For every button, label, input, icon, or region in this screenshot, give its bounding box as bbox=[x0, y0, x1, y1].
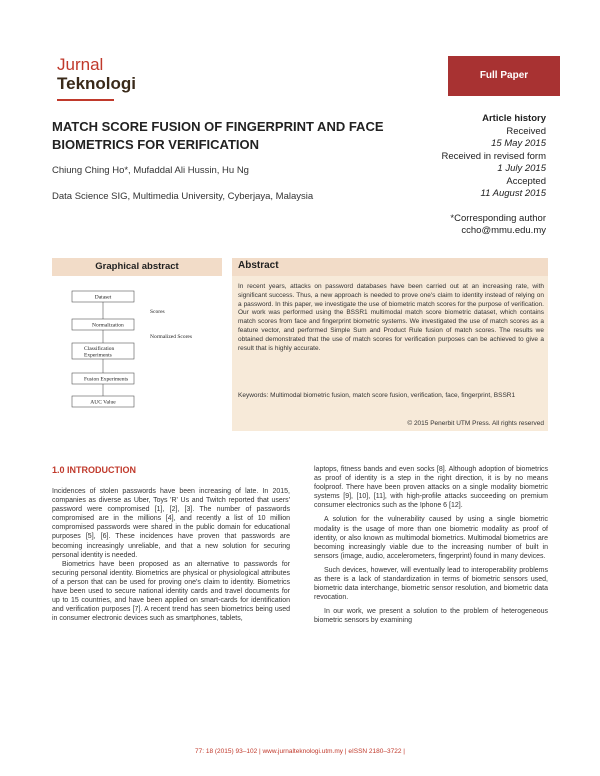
body-left-column bbox=[52, 487, 290, 623]
intro-paragraph-5: Such devices, however, will eventually lead to interoperability problems as there is a lack of standardization in terms of biometric sensors used, biometric data interchange, biometric sensor resolution, and biometric data revocation. bbox=[314, 566, 548, 602]
body-right-column bbox=[314, 465, 548, 631]
article-history bbox=[420, 113, 546, 201]
section-heading-introduction: 1.0 INTRODUCTION bbox=[52, 465, 137, 475]
flow-box-auc-label: AUC Value bbox=[90, 399, 116, 406]
flow-box-dataset-label: Dataset bbox=[94, 294, 112, 301]
corresponding-label: *Corresponding author bbox=[450, 213, 546, 224]
journal-name bbox=[57, 55, 136, 93]
flow-label-scores: Scores bbox=[150, 309, 165, 315]
history-heading: Article history bbox=[482, 113, 546, 124]
abstract-text: In recent years, attacks on password databases have been carried out at an increasing rate, with significant success. Thus, a new approach is needed to prove one's claim to identity instead of relying on a password. In this paper, we investigate the use of biometric match scores for the purpose of verification. Our work was performed using the BSSR1 multimodal match score biometric dataset, which contains match scores from face and fingerprint biometric systems. We investigated the use of match scores as a feature vector, and performed Simple Sum and Product Rule fusion of match scores. The results we obtained demonstrated that the use of match scores for verification purposes can be achieved to give a result that is highly accurate. bbox=[238, 283, 544, 352]
paper-type-badge: Full Paper bbox=[448, 56, 560, 96]
flow-label-normalized-scores: Normalized Scores bbox=[150, 334, 192, 340]
article-authors: Chiung Ching Ho*, Mufaddal Ali Hussin, Hu Ng bbox=[52, 165, 249, 176]
graphical-abstract-diagram bbox=[62, 287, 212, 417]
graphical-abstract-heading: Graphical abstract bbox=[52, 258, 222, 276]
flow-box-fusion-label: Fusion Experiments bbox=[84, 376, 129, 383]
corresponding-email[interactable]: ccho@mmu.edu.my bbox=[461, 225, 546, 236]
article-title: MATCH SCORE FUSION OF FINGERPRINT AND FACE BIOMETRICS FOR VERIFICATION bbox=[52, 119, 384, 152]
corresponding-author bbox=[410, 213, 546, 237]
journal-name-line1: Jurnal bbox=[57, 55, 104, 74]
intro-paragraph-4: A solution for the vulnerability caused by using a single biometric modality is the usage of more than one biometric modality as proof of identity, or also known as multimodal biometrics. Multimodal biometrics are becoming increasingly viable due to the increasing number of built in sensors (image, audio, accelerometers, fingerprint) found in many devices. bbox=[314, 516, 548, 560]
flow-box-classification-label: Classification bbox=[84, 346, 115, 352]
accepted-date: 11 August 2015 bbox=[480, 188, 546, 199]
accepted-label: Accepted bbox=[506, 175, 546, 187]
abstract-keywords: Keywords: Multimodal biometric fusion, match score fusion, verification, face, fingerprint, BSSR1 bbox=[238, 392, 516, 399]
flow-box-experiments-label: Experiments bbox=[84, 352, 112, 359]
revised-label: Received in revised form bbox=[441, 150, 546, 162]
revised-date: 1 July 2015 bbox=[497, 163, 546, 174]
received-date: 15 May 2015 bbox=[491, 138, 546, 149]
intro-paragraph-1: Incidences of stolen passwords have been increasing of late. In 2015, companies as diverse as Uber, Toys 'R' Us and Twitch reported that users' password were compromised [1], [2], [3]. The number of passwords compromised are in the millions [4], and recently a list of 10 million compromised passwords were shared in the public domain for educational purposes [5], [6]. These incidences have proven that passwords are becoming increasingly unreliable, and that a new solution for securing personal identity is needed. bbox=[52, 488, 290, 559]
intro-paragraph-2: Biometrics have been proposed as an alternative to passwords for securing personal identity. Biometrics are physical or physiological attributes of a person that can be used for proving one's claim to identity. Biometrics have been used to secure national identity cards and travel documents for up to 15 countries, and have been applied on smart-cards for identification and verification purposes [7]. A recent trend has seen biometrics being used in consumer electronic devices such as smartphones, tablets, bbox=[52, 560, 290, 623]
received-label: Received bbox=[506, 125, 546, 137]
intro-paragraph-6: In our work, we present a solution to the problem of heterogeneous biometric sensors by examining bbox=[314, 608, 548, 625]
journal-underline bbox=[57, 99, 114, 101]
copyright-notice: © 2015 Penerbit UTM Press. All rights reserved bbox=[407, 420, 544, 427]
flow-box-normalization-label: Normalization bbox=[92, 322, 124, 329]
journal-name-line2: Teknologi bbox=[57, 74, 137, 93]
page-footer: 77: 18 (2015) 93–102 | www.jurnalteknologi.utm.my | eISSN 2180–3722 | bbox=[195, 748, 405, 755]
intro-paragraph-3: laptops, fitness bands and even socks [8]. Although adoption of biometrics as proof of identity is a step in the right direction, it is by no means foolproof. There have been proven attacks on a single modality biometric systems [9], [10], [11], with high-profile attacks succeeding on premium consumer electronics such as the Iphone 6 [12]. bbox=[314, 466, 548, 510]
article-affiliation: Data Science SIG, Multimedia University, Cyberjaya, Malaysia bbox=[52, 191, 314, 202]
abstract-heading-bar bbox=[232, 258, 548, 276]
abstract-heading: Abstract bbox=[238, 260, 279, 271]
